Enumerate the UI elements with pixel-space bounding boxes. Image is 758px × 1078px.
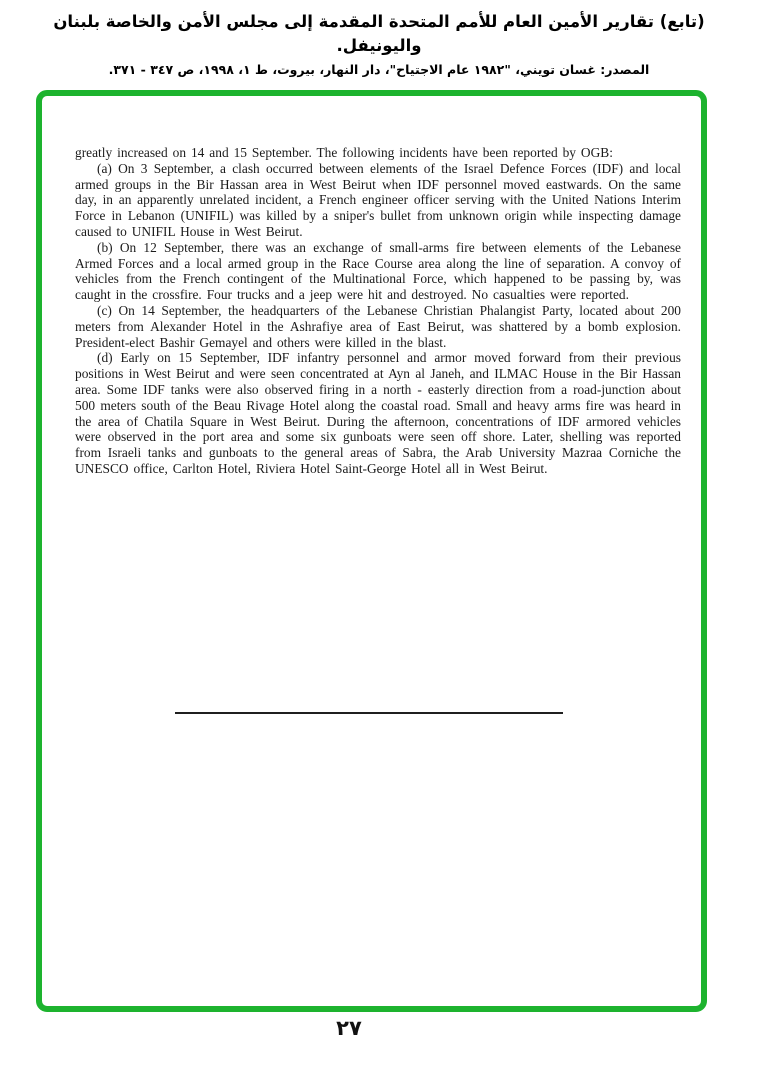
paragraph-b: (b) On 12 September, there was an exchange of small-arms fire between elements of the Lebanese Armed Forces and a local armed group in the Race Course area along the line of separation. A convoy of vehicles from the French contingent of the Multinational Force, which happened to be passing by, was caught in the crossfire. Four trucks and a jeep were hit and destroyed. No casualties were reported. bbox=[75, 239, 681, 303]
header-source-line: المصدر: غسان تويني، "١٩٨٢ عام الاجتياح"، دار النهار، بيروت، ط ١، ١٩٩٨، ص ٣٤٧ - ٣٧١. bbox=[108, 62, 650, 77]
arabic-header bbox=[8, 10, 750, 79]
page-number: ٢٧ bbox=[336, 1016, 362, 1040]
paragraph-intro: greatly increased on 14 and 15 September. The following incidents have been reported by OGB: bbox=[75, 145, 613, 160]
paragraph-d: (d) Early on 15 September, IDF infantry personnel and armor moved forward from their previous positions in West Beirut and were seen concentrated at Ayn al Janeh, and ILMAC House in the Bir Hassan area. Some IDF tanks were also observed firing in a north - easterly direction from a road-junction about 500 meters south of the Beau Rivage Hotel along the coastal road. Small and heavy arms fire was heard in the area of Chatila Square in West Beirut. During the afternoon, concentrations of IDF armored vehicles were observed in the port area and some six gunboats were seen off shore. Later, shelling was reported from Israeli tanks and gunboats to the general areas of Sabra, the Arab University Mazraa Corniche the UNESCO office, Carlton Hotel, Riviera Hotel Saint-George Hotel all in West Beirut. bbox=[75, 350, 681, 476]
header-title-line: (تابع) تقارير الأمين العام للأمم المتحدة المقدمة إلى مجلس الأمن والخاصة بلبنان واليونيفل. bbox=[53, 12, 705, 55]
paragraph-a: (a) On 3 September, a clash occurred between elements of the Israel Defence Forces (IDF) and local armed groups in the Bir Hassan area in West Beirut when IDF personnel moved eastwards. On the same day, in an apparently unrelated incident, a French engineer officer serving with the United Nations Interim Force in Lebanon (UNIFIL) was killed by a sniper's bullet from unknown origin while inspecting damage caused to UNIFIL House in West Beirut. bbox=[75, 160, 681, 239]
body-text bbox=[75, 145, 681, 477]
horizontal-rule bbox=[175, 712, 563, 714]
paragraph-c: (c) On 14 September, the headquarters of the Lebanese Christian Phalangist Party, located about 200 meters from Alexander Hotel in the Ashrafiye area of East Beirut, was shattered by a bomb explosion. President-elect Bashir Gemayel and others were killed in the blast. bbox=[75, 302, 681, 350]
